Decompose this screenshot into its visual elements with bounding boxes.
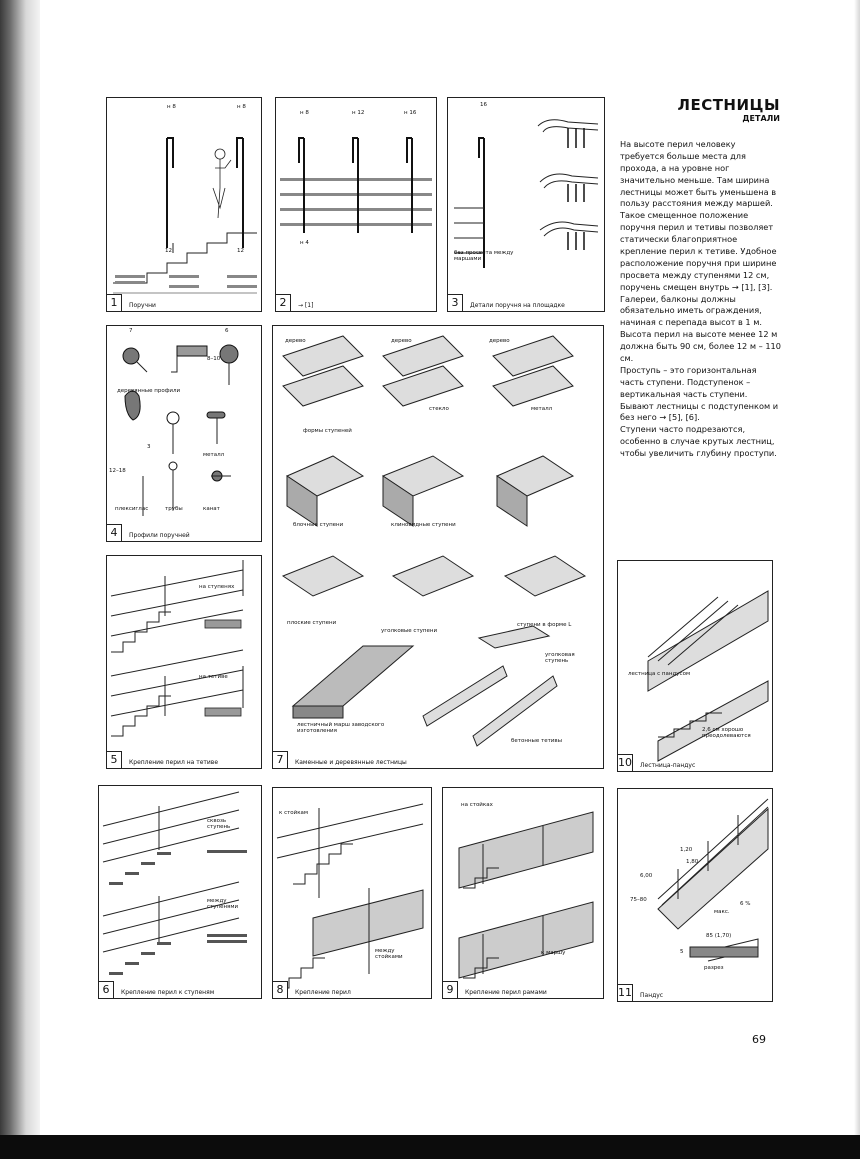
- paragraph: Ступени часто подрезаются, особенно в случае крутых лестниц, чтобы увеличить глубину проступи.: [620, 424, 777, 459]
- label: к маршу: [541, 950, 566, 956]
- label: н 8: [167, 104, 176, 110]
- figure-number: 8: [273, 981, 288, 998]
- figure-number: 4: [107, 524, 122, 541]
- figure-7-drawing: [273, 326, 603, 768]
- figure-10-drawing: [618, 561, 772, 771]
- label: формы ступеней: [303, 428, 352, 434]
- paragraph: Высота перил на высоте менее 12 м должна быть 90 см, более 12 м – 110 см.: [620, 329, 781, 364]
- label: между ступенями: [207, 898, 239, 911]
- figure-4-handrail-profiles: [106, 325, 262, 542]
- book-spine-shadow: [0, 0, 40, 1135]
- label: дерево: [391, 338, 412, 344]
- label: без просвета между маршами: [454, 250, 514, 263]
- figure-caption: Каменные и деревянные лестницы: [295, 759, 407, 766]
- label: плексиглас: [115, 506, 149, 512]
- label: на стойках: [461, 802, 493, 808]
- label: 16: [480, 102, 487, 108]
- figure-11-ramp: [617, 788, 773, 1002]
- label: трубы: [165, 506, 183, 512]
- label: н 8: [237, 104, 246, 110]
- label: стекло: [429, 406, 449, 412]
- figure-caption: Поручни: [129, 302, 156, 309]
- figure-caption: Профили поручней: [129, 532, 190, 539]
- page-title: ЛЕСТНИЦЫ: [677, 96, 780, 114]
- label: плоские ступени: [287, 620, 337, 626]
- label: н 12: [352, 110, 365, 116]
- label: разрез: [704, 965, 724, 971]
- page-number: 69: [752, 1033, 766, 1046]
- label: 6 %: [740, 901, 751, 907]
- page-edge: [854, 0, 860, 1135]
- label: н 4: [300, 240, 309, 246]
- figure-number: 6: [99, 981, 114, 998]
- figure-5-drawing: [107, 556, 261, 768]
- figure-number: 1: [107, 294, 122, 311]
- label: 6,00: [640, 873, 653, 879]
- paragraph: Проступь – это горизонтальная часть ступени. Подступенок – вертикальная часть ступени. Бывают лестницы с подступенком и без него → [5], [6].: [620, 364, 779, 423]
- label: металл: [203, 452, 225, 458]
- figure-5-railing-on-stringer: [106, 555, 262, 769]
- figure-number: 2: [276, 294, 291, 311]
- label: уголковая ступень: [545, 652, 575, 665]
- label: дерево: [489, 338, 510, 344]
- figure-2-drawing: [276, 98, 436, 311]
- label: 6: [225, 328, 229, 334]
- label: на тетиве: [199, 674, 228, 680]
- figure-10-stair-ramp: [617, 560, 773, 772]
- label: 12–18: [109, 468, 126, 474]
- figure-9-railing-frames: [442, 787, 604, 999]
- figure-8-drawing: [273, 788, 431, 998]
- figure-7-stone-wooden-stairs: [272, 325, 604, 769]
- label: канат: [203, 506, 220, 512]
- figure-number: 9: [443, 981, 458, 998]
- label: 1,20: [680, 847, 693, 853]
- figure-caption: Крепление перил к ступеням: [121, 989, 215, 996]
- figure-11-drawing: [618, 789, 772, 1001]
- paragraph: Галереи, балконы должны обязательно иметь ограждения, начиная с перепада высот в 1 м.: [620, 293, 762, 328]
- label: 12: [237, 248, 244, 254]
- label: 85 (1,70): [706, 933, 732, 939]
- label: блочные ступени: [293, 522, 344, 528]
- figure-caption: Лестница-пандус: [640, 762, 696, 769]
- page-subtitle: ДЕТАЛИ: [742, 114, 780, 123]
- figure-6-railing-to-steps: [98, 785, 262, 999]
- figure-number: 11: [618, 986, 632, 999]
- figure-number: 3: [448, 294, 463, 311]
- label: ступени в форме L: [517, 622, 572, 628]
- figure-1-handrails: [106, 97, 262, 312]
- label: 7: [129, 328, 133, 334]
- paragraph: На высоте перил человеку требуется больше места для прохода, а на уровне ног значительно меньше. Там ширина лестницы может быть уменьшена в пользу расстояния между маршей. Такое смещенное положение поручня перил и тетивы позволяет статически благоприятное крепление перил к тетиве. Удобное расположение поручня при ширине просвета между ступенями 12 см, поручень смещен внутрь → [1], [3].: [620, 139, 777, 292]
- label: лестничный марш заводского изготовления: [297, 722, 385, 735]
- label: бетонные тетивы: [511, 738, 562, 744]
- figure-9-drawing: [443, 788, 603, 998]
- label: уголковые ступени: [381, 628, 438, 634]
- label: лестница с пандусом: [628, 671, 691, 677]
- label: н 16: [404, 110, 417, 116]
- figure-2-handrail-heights: [275, 97, 437, 312]
- label: 75–80: [630, 897, 647, 903]
- figure-3-landing-handrail: [447, 97, 605, 312]
- label: к стойкам: [279, 810, 309, 816]
- figure-caption: Крепление перил: [295, 989, 351, 996]
- figure-caption: Детали поручня на площадке: [470, 302, 565, 309]
- label: деревянные профили: [117, 388, 181, 394]
- label: металл: [531, 406, 553, 412]
- figure-number: 10: [618, 756, 632, 769]
- label: клиновидные ступени: [391, 522, 456, 528]
- label: дерево: [285, 338, 306, 344]
- label: 5: [680, 949, 684, 955]
- figure-3-drawing: [448, 98, 604, 311]
- figure-caption: Крепление перил рамами: [465, 989, 547, 996]
- label: макс.: [714, 909, 730, 915]
- figure-8-railing-posts: [272, 787, 432, 999]
- label: н 8: [300, 110, 309, 116]
- label: на ступенях: [199, 584, 235, 590]
- body-text: [620, 139, 782, 460]
- figure-caption: Пандус: [640, 992, 664, 999]
- figure-caption: → [1]: [298, 302, 314, 309]
- figure-number: 5: [107, 751, 122, 768]
- figure-number: 7: [273, 751, 288, 768]
- figure-caption: Крепление перил на тетиве: [129, 759, 219, 766]
- figure-1-drawing: [107, 98, 261, 311]
- label: 2,6 см хорошо преодолеваются: [702, 727, 751, 740]
- label: 8–10: [207, 356, 221, 362]
- label: между стойками: [375, 948, 403, 961]
- label: 3: [147, 444, 151, 450]
- scan-bottom-border: [0, 1135, 860, 1159]
- label: 1,80: [686, 859, 699, 865]
- label: сквозь ступень: [207, 818, 231, 831]
- label: 12: [165, 248, 172, 254]
